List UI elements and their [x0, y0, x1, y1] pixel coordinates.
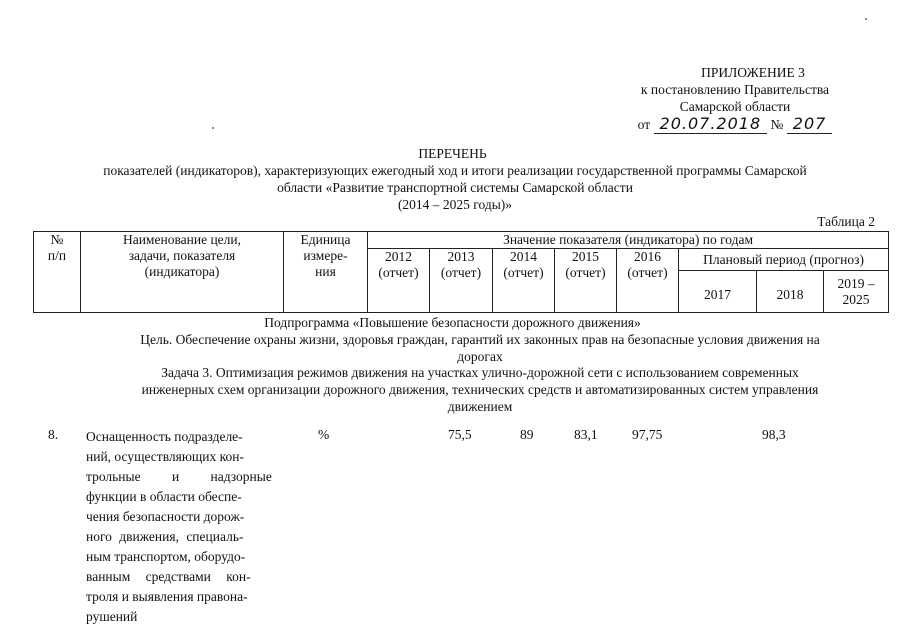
indicator-line: ным транспортом, оборудо-: [86, 549, 246, 564]
value-2013: 75,5: [448, 427, 472, 442]
year-note: (отчет): [565, 265, 606, 280]
document-title: ПЕРЕЧЕНЬ: [418, 146, 487, 161]
header-year-2013: [430, 249, 493, 313]
number-prefix: №: [770, 117, 784, 132]
header-col-number: [34, 232, 81, 313]
scan-dot: [212, 127, 214, 129]
header-name-line: задачи, показателя: [128, 248, 236, 263]
goal-line: дорогах: [457, 349, 503, 364]
year-label: 2013: [447, 249, 475, 264]
header-unit-line: измере-: [303, 248, 348, 263]
indicator-line: Оснащенность подразделе-: [86, 429, 243, 444]
header-plan-2019-2025: [824, 271, 889, 313]
row-number: 8.: [48, 427, 59, 442]
appendix-line-2: Самарской области: [679, 99, 791, 114]
goal-line: Цель. Обеспечение охраны жизни, здоровья граждан, гарантий их законных прав на безопасные условия движения на: [140, 332, 820, 347]
task-heading: [60, 364, 900, 415]
appendix-line-1: к постановлению Правительства: [640, 82, 830, 97]
indicator-table-header: [33, 231, 889, 313]
value-2014: 89: [520, 427, 534, 442]
table-label: Таблица 2: [817, 214, 875, 229]
indicator-line: ний, осуществляющих кон-: [86, 449, 245, 464]
header-name-line: (индикатора): [144, 264, 220, 279]
appendix-date-line: [600, 115, 870, 133]
plan-year-line: 2019 –: [837, 275, 875, 291]
year-label: 2016: [634, 249, 661, 264]
header-no-line: №: [50, 232, 64, 247]
indicator-line: троля и выявления правона-: [86, 589, 248, 604]
scan-dot: [865, 18, 867, 20]
indicator-line: ного движения, специаль-: [86, 529, 244, 544]
year-note: (отчет): [440, 265, 482, 280]
document-subtitle: [20, 162, 890, 213]
year-note: (отчет): [627, 265, 668, 280]
indicator-line: трольные и надзорные: [86, 469, 272, 484]
header-col-unit: [284, 232, 368, 313]
header-no-line: п/п: [47, 248, 67, 263]
subtitle-line: области «Развитие транспортной системы Самарской области: [277, 180, 633, 195]
indicator-line: функции в области обеспе-: [86, 489, 242, 504]
indicator-line: чения безопасности дорож-: [86, 509, 245, 524]
date-value: 20.07.2018: [654, 114, 768, 134]
appendix-header: [600, 64, 870, 133]
header-year-2014: [493, 249, 555, 313]
date-prefix: от: [637, 117, 651, 132]
subtitle-line: показателей (индикаторов), характеризующих ежегодный ход и итоги реализации государственной программы Самарской: [103, 163, 807, 178]
task-line: движением: [447, 399, 513, 414]
header-year-2012: [368, 249, 430, 313]
header-unit-line: Единица: [300, 232, 351, 247]
value-2016: 97,75: [632, 427, 663, 442]
subprogram-heading: Подпрограмма «Повышение безопасности дорожного движения»: [264, 315, 641, 330]
goal-heading: [60, 331, 900, 365]
header-plan-2018: 2018: [757, 271, 824, 313]
year-note: (отчет): [503, 265, 544, 280]
indicator-line: ванным средствами кон-: [86, 569, 251, 584]
value-plan: 98,3: [762, 427, 786, 442]
number-value: 207: [787, 114, 833, 134]
plan-year-line: 2025: [842, 291, 870, 307]
year-label: 2015: [572, 249, 599, 264]
header-unit-line: ния: [315, 264, 336, 279]
appendix-title: ПРИЛОЖЕНИЕ 3: [701, 65, 805, 80]
subtitle-line: (2014 – 2025 годы)»: [397, 197, 513, 212]
header-year-2015: [555, 249, 617, 313]
header-year-2016: [617, 249, 679, 313]
header-plan-group: Плановый период (прогноз): [679, 249, 889, 271]
year-label: 2014: [510, 249, 537, 264]
value-2015: 83,1: [574, 427, 598, 442]
header-plan-2017: 2017: [679, 271, 757, 313]
indicator-line: рушений: [86, 609, 138, 624]
header-name-line: Наименование цели,: [122, 232, 242, 247]
row-unit: %: [318, 427, 330, 442]
task-line: Задача 3. Оптимизация режимов движения на участках улично-дорожной сети с использованием современных: [161, 365, 799, 380]
year-note: (отчет): [378, 265, 419, 280]
header-col-name: [81, 232, 284, 313]
header-values-group: Значение показателя (индикатора) по годам: [368, 232, 889, 249]
task-line: инженерных схем организации дорожного движения, технических средств и автоматизированных систем управления: [141, 382, 819, 397]
row-indicator-name: [86, 427, 282, 627]
year-label: 2012: [385, 249, 412, 264]
